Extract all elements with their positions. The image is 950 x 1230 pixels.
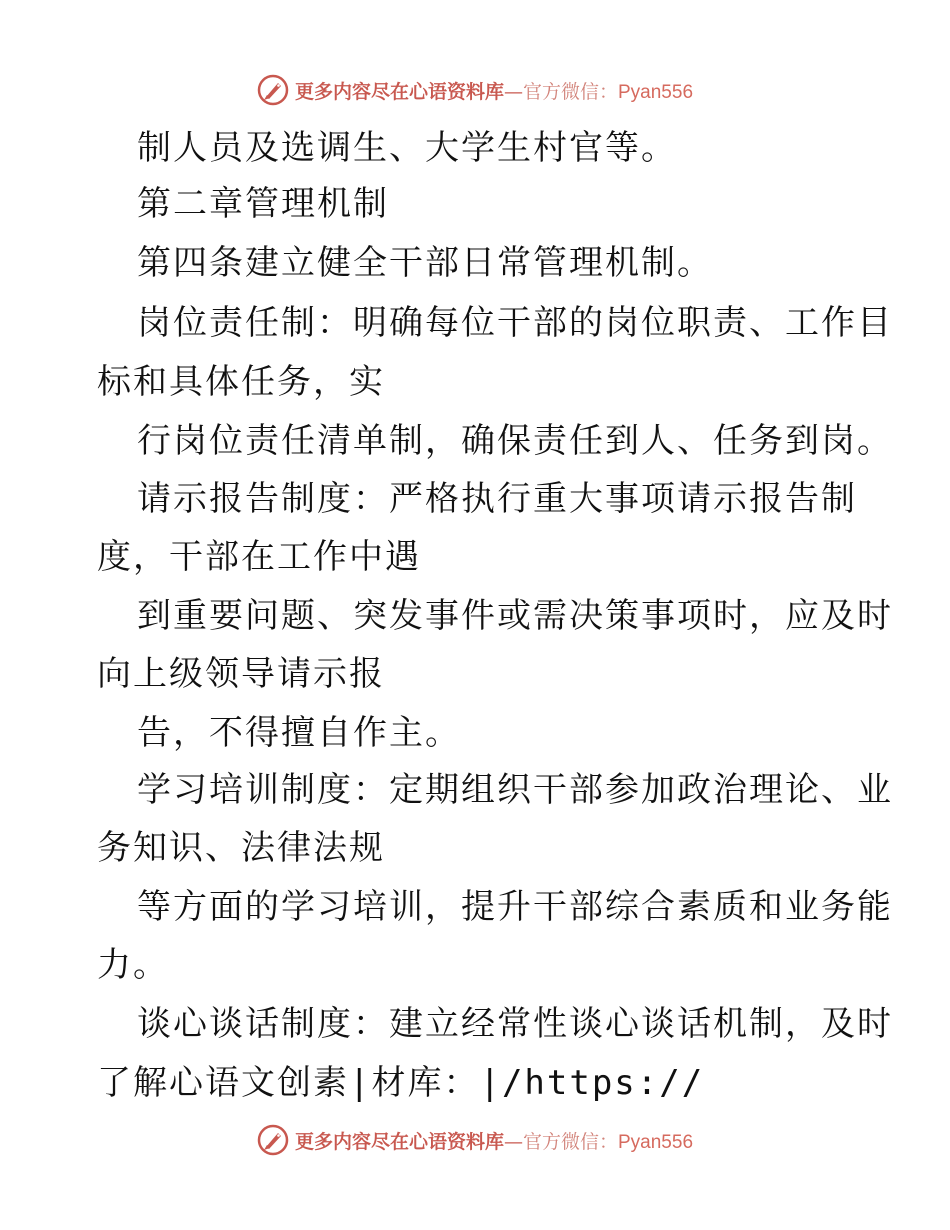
watermark-wechat-id: Pyan556 bbox=[618, 81, 694, 103]
watermark-brand: 更多内容尽在心语资料库 bbox=[294, 1130, 504, 1153]
body-line: 标和具体任务，实 bbox=[97, 362, 385, 402]
watermark-text bbox=[295, 1127, 693, 1154]
body-line: 学习培训制度：定期组织干部参加政治理论、业 bbox=[137, 770, 893, 810]
watermark-wechat-id: Pyan556 bbox=[618, 1131, 694, 1153]
body-line: 了解心语文创素|材库：|/https:// bbox=[97, 1063, 705, 1103]
chapter-heading: 第二章管理机制 bbox=[137, 184, 389, 224]
pen-nib-logo-icon bbox=[257, 1124, 289, 1156]
body-line: 岗位责任制：明确每位干部的岗位职责、工作目 bbox=[137, 303, 893, 343]
watermark-wechat-label: 官方微信： bbox=[522, 1130, 618, 1153]
body-line: 制人员及选调生、大学生村官等。 bbox=[137, 128, 677, 168]
body-line: 务知识、法律法规 bbox=[97, 828, 385, 868]
body-line: 向上级领导请示报 bbox=[97, 654, 385, 694]
body-line: 行岗位责任清单制，确保责任到人、任务到岗。 bbox=[137, 421, 893, 461]
body-line: 等方面的学习培训，提升干部综合素质和业务能 bbox=[137, 887, 893, 927]
body-line: 请示报告制度：严格执行重大事项请示报告制 bbox=[137, 479, 857, 519]
watermark-separator: — bbox=[503, 80, 523, 103]
watermark-separator: — bbox=[503, 1130, 523, 1153]
body-line: 第四条建立健全干部日常管理机制。 bbox=[137, 243, 713, 283]
watermark-wechat-label: 官方微信： bbox=[522, 80, 618, 103]
watermark-brand: 更多内容尽在心语资料库 bbox=[294, 80, 504, 103]
body-line: 力。 bbox=[97, 945, 169, 985]
body-line: 谈心谈话制度：建立经常性谈心谈话机制，及时 bbox=[137, 1004, 893, 1044]
body-line: 告，不得擅自作主。 bbox=[137, 713, 461, 753]
body-line: 到重要问题、突发事件或需决策事项时，应及时 bbox=[137, 596, 893, 636]
body-line: 度，干部在工作中遇 bbox=[97, 537, 421, 577]
footer-watermark bbox=[0, 1120, 950, 1160]
